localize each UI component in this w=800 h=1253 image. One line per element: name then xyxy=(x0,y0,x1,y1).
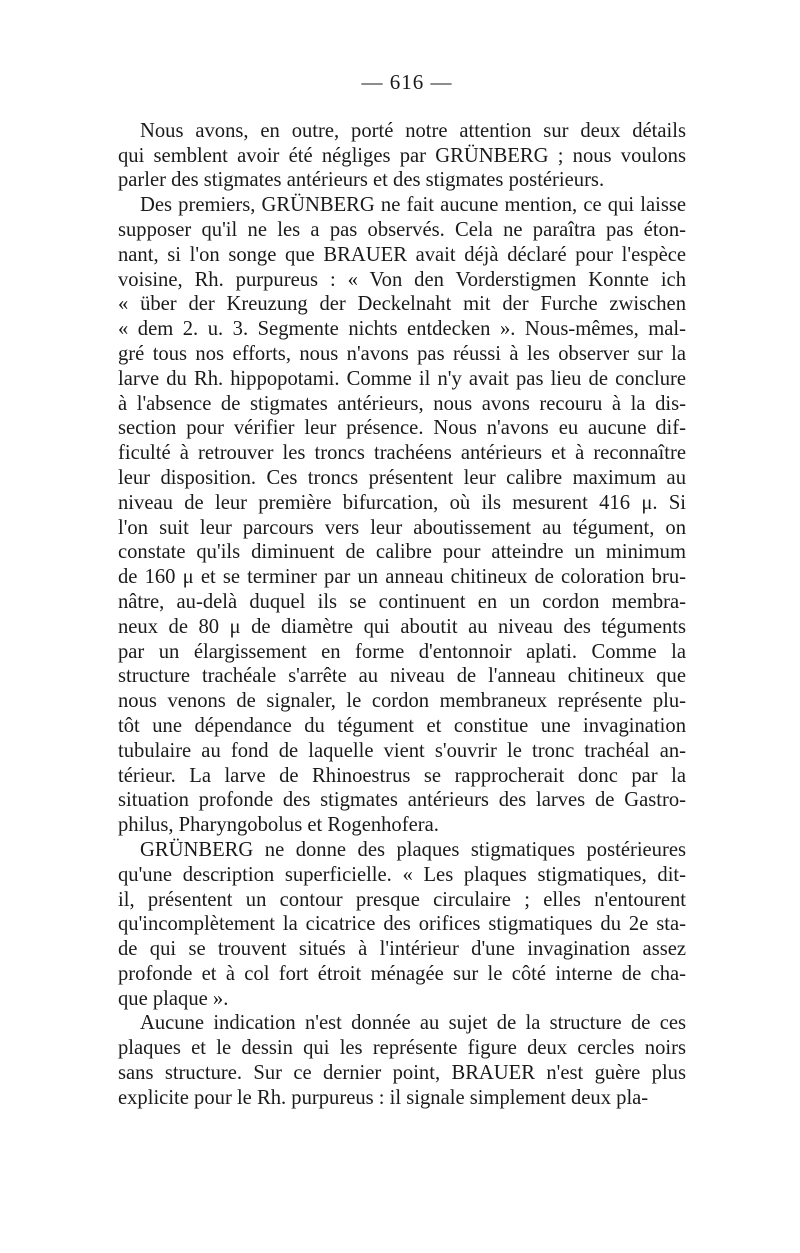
text-line: qu'incomplètement la cicatrice des orifices stigmatiques du 2e sta- xyxy=(118,913,686,936)
text-line: GRÜNBERG ne donne des plaques stigmatiques postérieures xyxy=(140,838,686,861)
text-line: térieur. La larve de Rhinoestrus se rapprocherait donc par la xyxy=(118,764,686,787)
text-line: tôt une dépendance du tégument et constitue une invagination xyxy=(118,714,686,737)
text-line: « dem 2. u. 3. Segmente nichts entdecken ». Nous-mêmes, mal- xyxy=(118,318,686,341)
text-line: explicite pour le Rh. purpureus : il signale simplement deux pla- xyxy=(118,1086,649,1109)
text-line: situation profonde des stigmates antérieurs des larves de Gastro- xyxy=(118,789,686,812)
text-line: constate qu'ils diminuent de calibre pour atteindre un minimum xyxy=(118,541,686,564)
text-line: niveau de leur première bifurcation, où ils mesurent 416 μ. Si xyxy=(118,491,686,514)
text-line: structure trachéale s'arrête au niveau de l'anneau chitineux que xyxy=(118,665,686,688)
text-line: qui semblent avoir été négliges par GRÜNBERG ; nous voulons xyxy=(118,144,686,167)
text-line: neux de 80 μ de diamètre qui aboutit au niveau des téguments xyxy=(118,615,686,638)
text-line: philus, Pharyngobolus et Rogenhofera. xyxy=(118,814,439,837)
text-line: qu'une description superficielle. « Les plaques stigmatiques, dit- xyxy=(118,863,686,886)
text-line: à l'absence de stigmates antérieurs, nous avons recouru à la dis- xyxy=(118,392,686,415)
text-line: gré tous nos efforts, nous n'avons pas réussi à les observer sur la xyxy=(118,342,686,365)
text-line: de qui se trouvent situés à l'intérieur d'une invagination assez xyxy=(118,938,686,961)
text-line: Des premiers, GRÜNBERG ne fait aucune mention, ce qui laisse xyxy=(140,194,686,217)
text-line: nâtre, au-delà duquel ils se continuent en un cordon membra- xyxy=(118,590,686,613)
paragraph xyxy=(118,119,686,193)
text-line: de 160 μ et se terminer par un anneau chitineux de coloration bru- xyxy=(118,566,686,589)
text-line: nous venons de signaler, le cordon membraneux représente plu- xyxy=(118,690,686,713)
text-line: supposer qu'il ne les a pas observés. Cela ne paraîtra pas éton- xyxy=(118,218,686,241)
text-line: tubulaire au fond de laquelle vient s'ouvrir le tronc trachéal an- xyxy=(118,739,686,762)
paragraph xyxy=(118,838,686,1012)
text-line: l'on suit leur parcours vers leur aboutissement au tégument, on xyxy=(118,516,686,539)
book-page xyxy=(118,70,686,1111)
text-line: leur disposition. Ces troncs présentent leur calibre maximum au xyxy=(118,466,686,489)
text-line: sans structure. Sur ce dernier point, BRAUER n'est guère plus xyxy=(118,1062,686,1085)
page-number: — 616 — xyxy=(361,70,453,94)
text-line: parler des stigmates antérieurs et des stigmates postérieurs. xyxy=(118,169,605,192)
text-line: profonde et à col fort étroit ménagée sur le côté interne de cha- xyxy=(118,962,686,985)
body-text xyxy=(118,119,686,1111)
text-line: nant, si l'on songe que BRAUER avait déjà déclaré pour l'espèce xyxy=(118,243,686,266)
text-line: par un élargissement en forme d'entonnoir aplati. Comme la xyxy=(118,640,686,663)
text-line: Nous avons, en outre, porté notre attention sur deux détails xyxy=(140,119,686,142)
text-line: Aucune indication n'est donnée au sujet de la structure de ces xyxy=(140,1012,686,1035)
text-line: il, présentent un contour presque circulaire ; elles n'entourent xyxy=(118,888,686,911)
text-line: larve du Rh. hippopotami. Comme il n'y avait pas lieu de conclure xyxy=(118,367,686,390)
text-line: section pour vérifier leur présence. Nous n'avons eu aucune dif- xyxy=(118,417,686,440)
paragraph xyxy=(118,1011,686,1110)
text-line: ficulté à retrouver les troncs trachéens antérieurs et à reconnaître xyxy=(118,442,686,465)
text-line: plaques et le dessin qui les représente figure deux cercles noirs xyxy=(118,1037,686,1060)
text-line: « über der Kreuzung der Deckelnaht mit der Furche zwischen xyxy=(118,293,686,316)
text-line: voisine, Rh. purpureus : « Von den Vorderstigmen Konnte ich xyxy=(118,268,686,291)
paragraph xyxy=(118,193,686,838)
text-line: que plaque ». xyxy=(118,987,229,1010)
